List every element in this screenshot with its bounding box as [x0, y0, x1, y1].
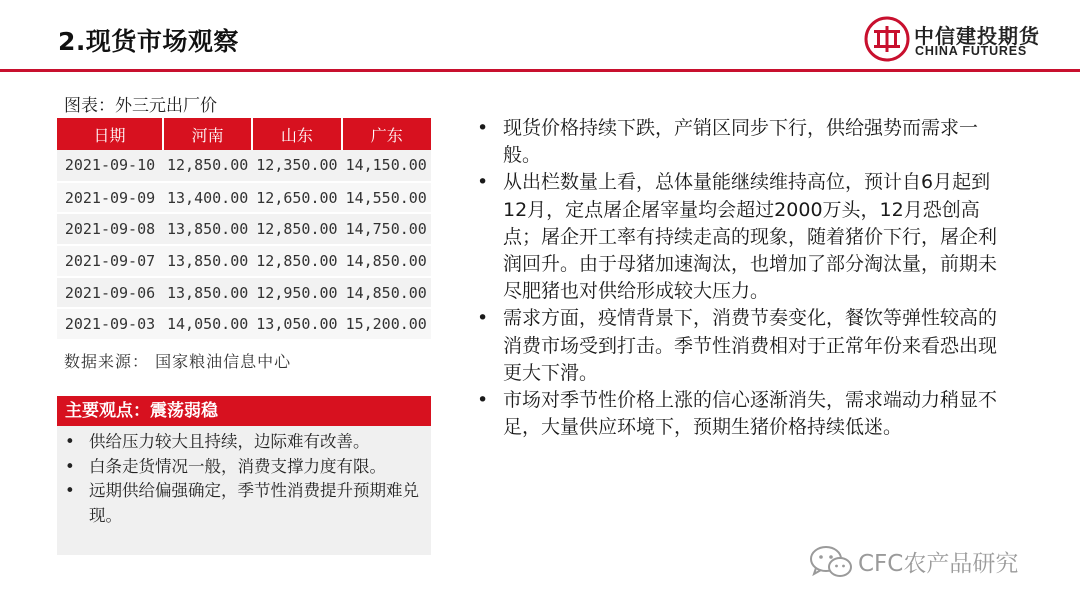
logo-chinese-name: 中信建投期货: [914, 24, 1040, 48]
table-row: [57, 245, 431, 277]
table-cell: 14,150.00: [342, 150, 431, 182]
table-cell: 12,850.00: [252, 213, 341, 245]
table-cell: 14,050.00: [163, 308, 252, 340]
wechat-icon: [808, 545, 854, 579]
table-cell: 12,650.00: [252, 182, 341, 214]
table-cell: 12,850.00: [163, 150, 252, 182]
watermark-text: CFC农产品研究: [858, 551, 1019, 577]
column-header-henan: 河南: [163, 118, 252, 150]
table-cell: 12,350.00: [252, 150, 341, 182]
citic-logo-icon: [864, 16, 910, 62]
page-title: 2.现货市场观察: [58, 27, 239, 56]
table-cell: 2021-09-09: [57, 182, 163, 214]
table-cell: 13,850.00: [163, 245, 252, 277]
table-caption: 图表：外三元出厂价: [64, 96, 217, 116]
table-header-row: [57, 118, 431, 150]
list-item: • 白条走货情况一般，消费支撑力度有限。: [65, 455, 425, 480]
table-cell: 13,400.00: [163, 182, 252, 214]
company-logo: [864, 16, 1054, 62]
table-cell: 2021-09-03: [57, 308, 163, 340]
table-cell: 13,850.00: [163, 277, 252, 309]
logo-english-name: CHINA FUTURES: [915, 44, 1028, 58]
table-cell: 2021-09-06: [57, 277, 163, 309]
table-row: [57, 182, 431, 214]
list-item: • 需求方面，疫情背景下，消费节奏变化，餐饮等弹性较高的消费市场受到打击。季节性消费相对于正常年份来看恐出现更大下滑。: [477, 305, 1007, 387]
table-cell: 2021-09-07: [57, 245, 163, 277]
table-cell: 2021-09-10: [57, 150, 163, 182]
table-cell: 12,950.00: [252, 277, 341, 309]
table-cell: 13,050.00: [252, 308, 341, 340]
table-cell: 2021-09-08: [57, 213, 163, 245]
header-divider: [0, 69, 1080, 72]
list-item: • 现货价格持续下跌，产销区同步下行，供给强势而需求一般。: [477, 115, 1007, 169]
table-cell: 14,850.00: [342, 277, 431, 309]
key-viewpoint-box: [57, 396, 431, 555]
column-header-guangdong: 广东: [342, 118, 431, 150]
table-cell: 12,850.00: [252, 245, 341, 277]
list-item: • 远期供给偏强确定，季节性消费提升预期难兑现。: [65, 479, 425, 528]
column-header-shandong: 山东: [252, 118, 341, 150]
table-row: [57, 277, 431, 309]
table-cell: 14,750.00: [342, 213, 431, 245]
table-row: [57, 308, 431, 340]
price-table: [57, 118, 431, 341]
list-item: • 市场对季节性价格上涨的信心逐渐消失，需求端动力稍显不足，大量供应环境下，预期生猪价格持续低迷。: [477, 387, 1007, 441]
key-viewpoint-title: 主要观点：震荡弱稳: [57, 396, 431, 426]
table-row: [57, 213, 431, 245]
table-cell: 14,550.00: [342, 182, 431, 214]
data-source-note: 数据来源： 国家粮油信息中心: [64, 352, 292, 371]
market-analysis-list: [477, 115, 1007, 441]
column-header-date: 日期: [57, 118, 163, 150]
table-cell: 14,850.00: [342, 245, 431, 277]
table-cell: 15,200.00: [342, 308, 431, 340]
list-item: • 从出栏数量上看，总体量能继续维持高位，预计自6月起到12月，定点屠企屠宰量均会超过2000万头，12月恐创高点；屠企开工率有持续走高的现象，随着猪价下行，屠企利润回升。由于母猪加速淘汰，也增加了部分淘汰量，前期未尽肥猪也对供给形成较大压力。: [477, 169, 1007, 305]
table-row: [57, 150, 431, 182]
table-cell: 13,850.00: [163, 213, 252, 245]
list-item: • 供给压力较大且持续，边际难有改善。: [65, 430, 425, 455]
key-viewpoint-list: [57, 426, 431, 528]
